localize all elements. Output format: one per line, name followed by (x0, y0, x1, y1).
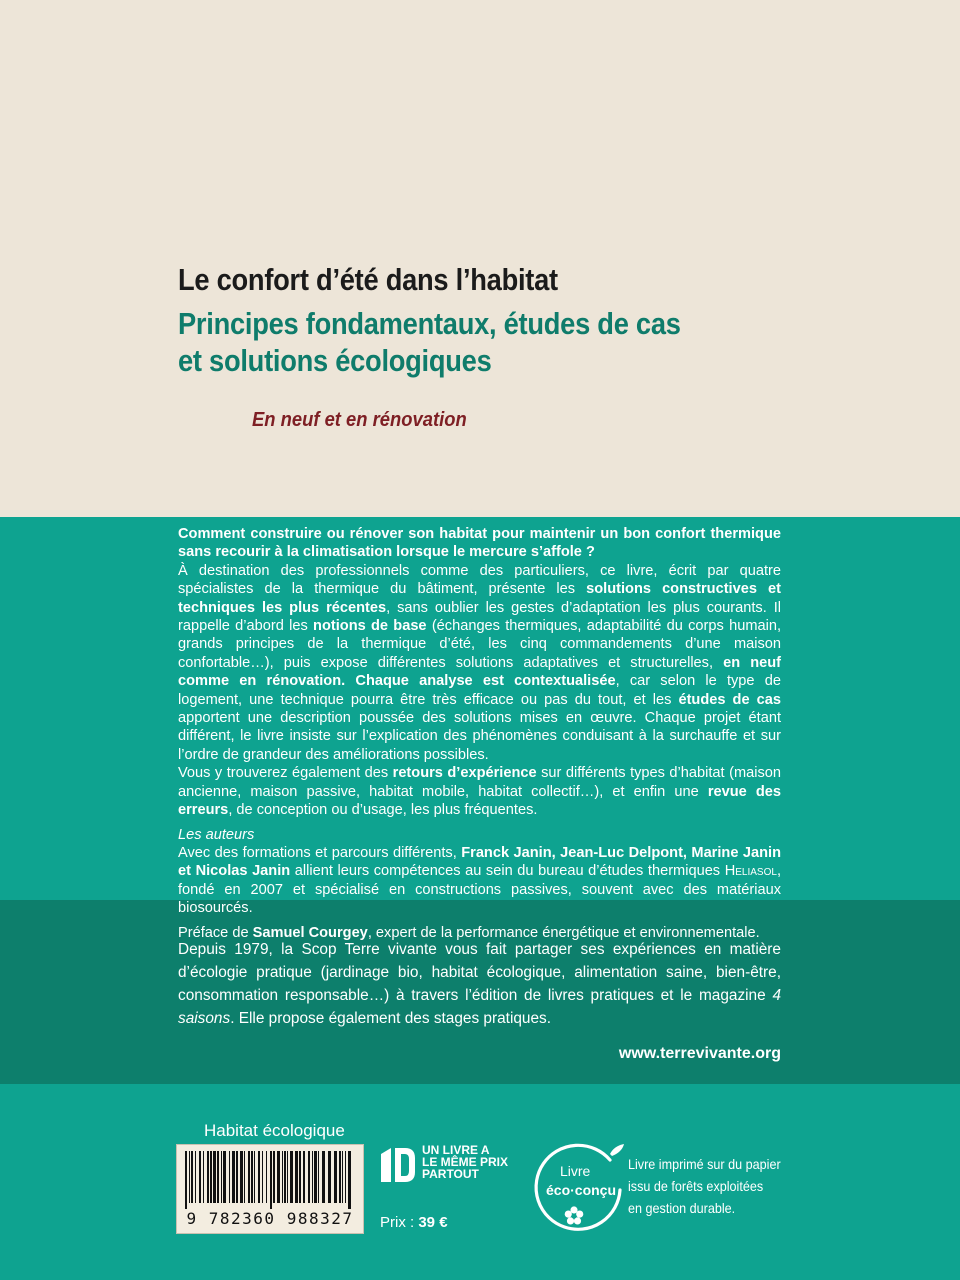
book-subtitle-line2: et solutions écologiques (178, 343, 492, 378)
blurb-text: , sans oublier les gestes d’adaptation les plus courants. Il rappelle d’abord les (178, 599, 781, 635)
blurb-emphasis: solutions constructives et techniques les plus récentes (178, 581, 781, 616)
blurb-text: (échanges thermiques, adaptabilité du corps humain, grands principes de la thermique d’été, les cinq commandements d’une maison confortable…), puis expose différentes solutions adaptatives et structurelles, (178, 618, 782, 671)
blurb-emphasis: en neuf comme en rénovation. Chaque analyse est contextualisée (178, 654, 782, 690)
blurb-emphasis: retours d’expérience (392, 765, 537, 782)
eco-certification-text (628, 1153, 781, 1219)
blurb-paragraph-1 (178, 562, 781, 764)
eco-logo-word2: éco·conçu (546, 1182, 617, 1198)
publisher-text-part: Depuis 1979, la Scop Terre vivante vous fait partager ses expériences en matière d’écologie pratique (jardinage bio, habitat écologique, alimentation saine, bien-être, consommation responsable…) à travers l’édition de livres pratiques et le magazine (178, 941, 781, 1004)
blurb-emphasis: études de cas (678, 691, 781, 708)
preface-text: , expert de la performance énergétique et environnementale. (367, 924, 760, 941)
eco-logo-word1: Livre (560, 1163, 591, 1179)
blurb-lead: Comment construire ou rénover son habitat pour maintenir un bon confort thermique sans recourir à la climatisation lorsque le mercure s’affole ? (178, 526, 781, 561)
book-tagline: En neuf et en rénovation (252, 409, 467, 431)
prix-unique-text (422, 1144, 508, 1180)
blurb-emphasis: revue des erreurs (178, 783, 781, 819)
book-subtitle-line1: Principes fondamentaux, études de cas (178, 306, 681, 341)
eco-text-line: Livre imprimé sur du papier (628, 1156, 781, 1172)
barcode-icon (185, 1151, 355, 1209)
blurb-text: À destination des professionnels comme des particuliers, ce livre, écrit par quatre spécialistes de la thermique du bâtiment, présente les (178, 562, 781, 598)
price-value: 39 € (418, 1214, 448, 1231)
preface-author: Samuel Courgey (252, 924, 368, 941)
authors-heading: Les auteurs (178, 826, 255, 843)
prix-unique-line: LE MÊME PRIX (422, 1155, 509, 1169)
company-name: Heliasol (724, 863, 777, 880)
preface-text: Préface de (178, 924, 253, 941)
blurb-text: apportent une description poussée des solutions mises en œuvre. Chaque projet étant différent, le livre insiste sur l’explication des phénomènes conduisant à la surchauffe et sur l’ordre de grandeur des améliorations possibles. (178, 710, 781, 763)
isbn-number: 9 782360 988327 (186, 1209, 354, 1228)
authors-text: , fondé en 2007 et spécialisé en constructions passives, souvent avec des matériaux biosourcés. (178, 863, 781, 917)
cover-top-panel (0, 0, 960, 517)
book-title: Le confort d’été dans l’habitat (178, 262, 558, 297)
blurb-text: sur différents types d’habitat (maison ancienne, maison passive, habitat mobile, habitat collectif…), et enfin une (178, 765, 781, 800)
prix-unique-line: PARTOUT (422, 1167, 479, 1181)
blurb-text: , car selon le type de logement, une technique pourra être très efficace ou pas du tout, et les (178, 673, 781, 708)
eco-text-line: en gestion durable. (628, 1200, 736, 1216)
blurb-emphasis: notions de base (313, 618, 427, 635)
publisher-text-part: . Elle propose également des stages pratiques. (230, 1010, 552, 1027)
prix-unique-logo-icon (379, 1144, 417, 1186)
publisher-website-link[interactable]: www.terrevivante.org (618, 1045, 781, 1062)
authors-text: Avec des formations et parcours différents, (178, 844, 462, 861)
price (380, 1214, 448, 1231)
blurb-paragraph-2 (178, 764, 781, 819)
magazine-name: 4 saisons (178, 987, 781, 1027)
isbn-barcode (176, 1144, 364, 1234)
footer-panel (0, 1084, 960, 1280)
prix-unique-line: UN LIVRE A (422, 1143, 490, 1157)
authors-names: Franck Janin, Jean-Luc Delpont, Marine Janin et Nicolas Janin (178, 844, 781, 880)
price-label: Prix : (380, 1214, 419, 1231)
authors-paragraph (178, 844, 781, 918)
blurb-text: Vous y trouverez également des (178, 765, 393, 782)
eco-text-line: issu de forêts exploitées (628, 1178, 764, 1194)
publisher-text (178, 938, 781, 1030)
blurb-text: , de conception ou d’usage, les plus fréquentes. (228, 802, 538, 819)
category-label: Habitat écologique (204, 1121, 345, 1140)
blurb (178, 525, 781, 942)
authors-text: allient leurs compétences au sein du bureau d’études thermiques (290, 863, 725, 880)
